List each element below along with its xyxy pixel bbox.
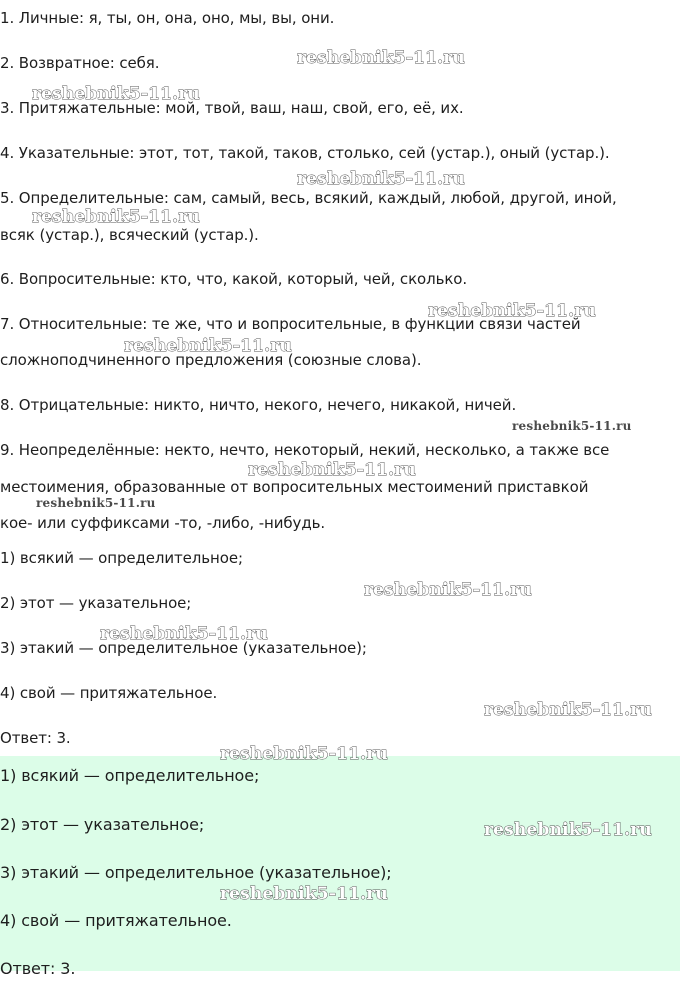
watermark: reshebnik5-11.ru: [124, 336, 292, 356]
watermark: reshebnik5-11.ru: [512, 419, 632, 433]
watermark: reshebnik5-11.ru: [32, 207, 200, 227]
analysis-item-2: 2) этот — указательное;: [0, 594, 192, 612]
category-definitive-line2: всяк (устар.), всяческий (устар.).: [0, 226, 259, 244]
category-relative-line2: сложноподчиненного предложения (союзные слова).: [0, 351, 422, 369]
category-possessive: 3. Притяжательные: мой, твой, ваш, наш, свой, его, её, их.: [0, 99, 464, 117]
watermark: reshebnik5-11.ru: [248, 460, 416, 480]
answer-box-answer: Ответ: 3.: [0, 959, 76, 978]
answer-box-item-4: 4) свой — притяжательное.: [0, 911, 232, 930]
watermark: reshebnik5-11.ru: [484, 820, 652, 840]
analysis-item-3: 3) этакий — определительное (указательное);: [0, 639, 367, 657]
watermark: reshebnik5-11.ru: [220, 744, 388, 764]
watermark: reshebnik5-11.ru: [364, 580, 532, 600]
analysis-item-1: 1) всякий — определительное;: [0, 549, 243, 567]
watermark: reshebnik5-11.ru: [36, 496, 156, 510]
category-indefinite-line2: местоимения, образованные от вопросительных местоимений приставкой: [0, 478, 589, 496]
category-demonstrative: 4. Указательные: этот, тот, такой, таков, столько, сей (устар.), оный (устар.).: [0, 144, 610, 162]
answer-box-item-1: 1) всякий — определительное;: [0, 766, 260, 785]
category-personal: 1. Личные: я, ты, он, она, оно, мы, вы, они.: [0, 9, 335, 27]
watermark: reshebnik5-11.ru: [100, 624, 268, 644]
answer-box-item-3: 3) этакий — определительное (указательное);: [0, 863, 392, 882]
analysis-answer: Ответ: 3.: [0, 729, 71, 747]
watermark: reshebnik5-11.ru: [484, 700, 652, 720]
watermark: reshebnik5-11.ru: [428, 301, 596, 321]
category-interrogative: 6. Вопросительные: кто, что, какой, который, чей, сколько.: [0, 270, 468, 288]
category-relative-line1: 7. Относительные: те же, что и вопросительные, в функции связи частей: [0, 315, 581, 333]
category-definitive-line1: 5. Определительные: сам, самый, весь, всякий, каждый, любой, другой, иной,: [0, 189, 617, 207]
analysis-item-4: 4) свой — притяжательное.: [0, 684, 218, 702]
watermark: reshebnik5-11.ru: [297, 169, 465, 189]
answer-box-item-2: 2) этот — указательное;: [0, 815, 205, 834]
watermark: reshebnik5-11.ru: [32, 84, 200, 104]
watermark: reshebnik5-11.ru: [297, 48, 465, 68]
category-indefinite-line3: кое- или суффиксами -то, -либо, -нибудь.: [0, 514, 326, 532]
watermark: reshebnik5-11.ru: [220, 884, 388, 904]
category-reflexive: 2. Возвратное: себя.: [0, 54, 160, 72]
category-negative: 8. Отрицательные: никто, ничто, некого, нечего, никакой, ничей.: [0, 396, 517, 414]
category-indefinite-line1: 9. Неопределённые: некто, нечто, некоторый, некий, несколько, а также все: [0, 441, 610, 459]
